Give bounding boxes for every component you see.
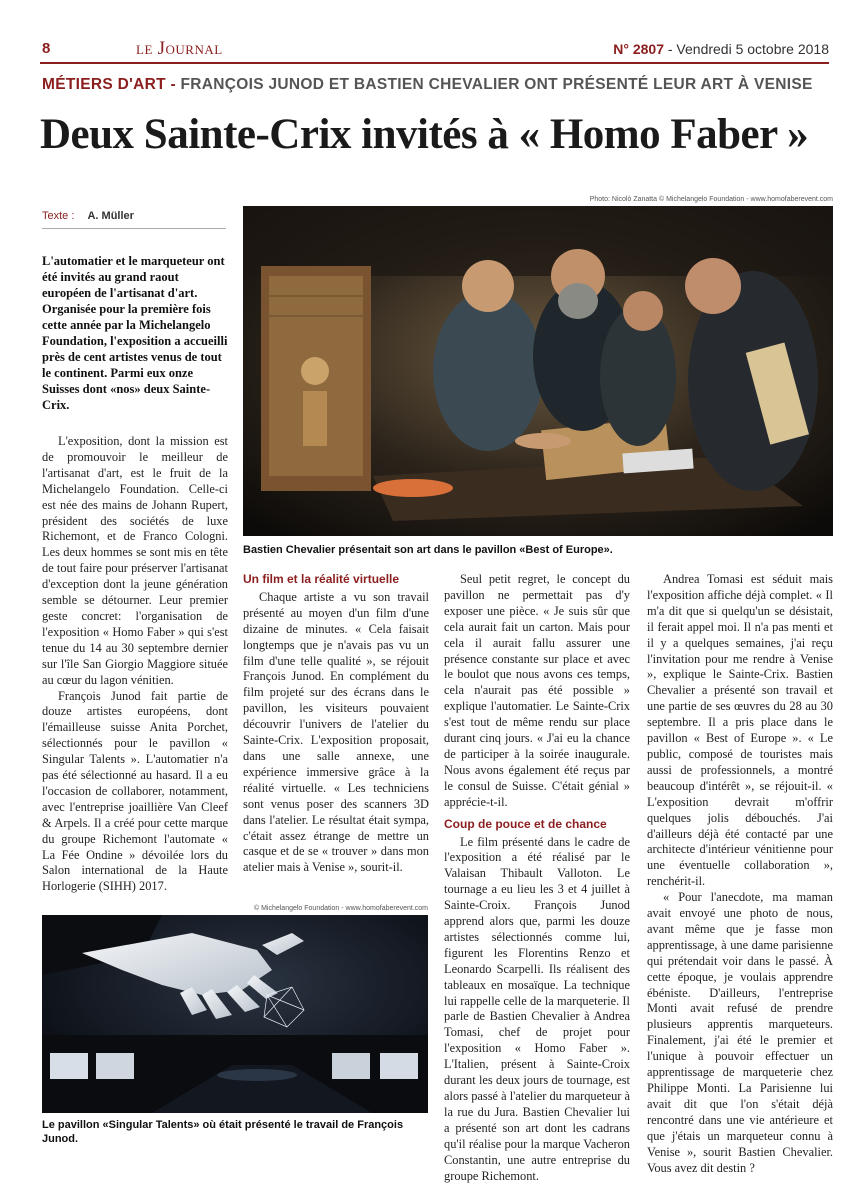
second-photo-caption: Le pavillon «Singular Talents» où était présenté le travail de François Junod. bbox=[42, 1119, 404, 1145]
section-heading-film: Un film et la réalité virtuelle bbox=[243, 572, 400, 586]
brand-journal: Journal bbox=[157, 38, 223, 59]
article-lead: L'automatier et le marqueteur ont été invités au grand raout européen de l'artisanat d'art. Organisée pour la première fois cette année par la Michelangelo Foundation, l'exposition a accueilli près de cent artistes venus de tout le continent. Parmi eux onze Suisses dont «nos» deux Sainte-Crix. bbox=[42, 254, 228, 412]
paragraph: Le film présenté dans le cadre de l'exposition a été réalisé par le Valaisan Thibault Valloton. Le tournage a eu lieu les 3 et 4 juillet à Sainte-Croix. François Junod apprend alors que, parmi les douze artistes sélectionnés comme lui, figurent les Florentins Renzo et Leonardo Scarpelli. Ils réalisent des tableaux en mosaïque. La technique lui rappelle celle de la marqueterie. Il parle de Bastien Chevalier à Andrea Tomasi, chef de projet pour l'exposition « Homo Faber ». L'Italien, présent à Sainte-Croix durant les deux jours de tournage, est alors passé à l'atelier du marqueteur à la rue du Jura. Bastien Chevalier lui a présenté son art dont les cadrans qu'il réalise pour la marque Vacheron Constantin, une autre entreprise du groupe Richemont. bbox=[444, 834, 630, 1183]
second-photo bbox=[42, 915, 428, 1113]
paragraph: Chaque artiste a vu son travail présenté au moyen d'un film d'une dizaine de minutes. « Cela faisait longtemps que je n'avais pas vu un film d'une telle qualité », se réjouit François Junod. En complément du film projeté sur des écrans dans le pavillon, les visiteurs pouvaient découvrir l'univers de l'atelier du Sainte-Crix. L'exposition proposait, dans une salle annexe, une expérience immersive grâce à la réalité virtuelle. « Les techniciens sont venus poser des scanners 3D dans l'atelier. Le résultat était sympa, c'était assez étrange de mettre un casque et de se « trouver » dans mon atelier mais à Venise », sourit-il. bbox=[243, 589, 429, 875]
workshop-photo-image bbox=[243, 206, 833, 536]
paragraph: L'exposition, dont la mission est de promouvoir le meilleur de l'artisanat d'art, est le fruit de la Michelangelo Foundation. Celle-ci est née des mains de Johann Rupert, président des sociétés de luxe Richemont, et de Franco Cologni. Les deux hommes se sont mis en tête de tout faire pour préserver l'artisanat d'exception dont la jeune génération semble se détourner. Leur premier geste concret: l'organisation de l'exposition « Homo Faber » qui s'est tenue du 14 au 30 septembre dernier sur l'île San Giorgio Maggiore située au cœur du lagon vénitien. bbox=[42, 434, 228, 687]
section-heading-chance: Coup de pouce et de chance bbox=[444, 816, 607, 831]
brand-le: LE bbox=[136, 42, 153, 57]
main-photo-credit: Photo: Nicolò Zanatta © Michelangelo Foundation - www.homofaberevent.com bbox=[589, 196, 833, 203]
second-photo-credit: © Michelangelo Foundation - www.homofaberevent.com bbox=[253, 905, 428, 912]
paragraph: « Pour l'anecdote, ma maman avait envoyé une photo de nous, avant même que je fasse mon apprentissage, à une dame parisienne qui prétendait voir dans le passé. À cette époque, je voulais apprendre ébéniste. D'ailleurs, l'entreprise Monti avait refusé de prendre plusieurs apprentis marqueteurs. Finalement, j'ai été le premier et l'unique à pouvoir effectuer un apprentissage de marqueterie chez Philippe Monti. La Parisienne lui avait dit que l'on s'était déjà rencontré dans une vie antérieure et que j'étais un marqueteur connu à Venise », sourit Bastien Chevalier. Vous avez dit destin ? bbox=[647, 890, 833, 1175]
paragraph: Andrea Tomasi est séduit mais l'exposition affiche déjà complet. « Il m'a dit que si quelqu'un se désistait, il ferait appel moi. Il n'a pas menti et il y a quelques semaines, j'ai reçu l'invitation pour me rendre à Venise », explique le Sainte-Crix. Bastien Chevalier a présenté son travail et une partie de ses œuvres du 28 au 30 septembre. Il a pris place dans le pavillon « Best of Europe ». « Le public, composé de touristes mais aussi de professionnels, a montré beaucoup d'intérêt », se réjouit-il. « L'exposition devrait m'offrir quelques jolis débouchés. J'ai d'ailleurs déjà été contacté par une architecte d'intérieur vénitienne pour une éventuelle collaboration », renchérit-il. bbox=[647, 572, 833, 889]
byline bbox=[42, 210, 226, 229]
main-photo bbox=[243, 206, 833, 536]
header-rule bbox=[40, 62, 829, 64]
column-1 bbox=[42, 434, 228, 895]
newspaper-brand bbox=[136, 38, 223, 60]
pavilion-photo-image bbox=[42, 915, 428, 1113]
issue-info bbox=[613, 41, 829, 57]
column-2 bbox=[243, 570, 429, 876]
column-4 bbox=[647, 572, 833, 1176]
article-title: Deux Sainte-Crix invités à « Homo Faber » bbox=[40, 111, 809, 158]
page-number: 8 bbox=[42, 40, 51, 57]
byline-label: Texte : bbox=[42, 210, 75, 222]
byline-author: A. Müller bbox=[87, 210, 134, 222]
issue-date: - Vendredi 5 octobre 2018 bbox=[667, 41, 829, 57]
issue-number: N° 2807 bbox=[613, 41, 664, 57]
paragraph: Seul petit regret, le concept du pavillon ne permettait pas d'y exposer une pièce. « Je suis sûr que cela aurait fait un carton. Mais pour cela il aurait fallu assurer une présence constante sur place et avec le boulot que nous avons ces temps, cela n'aurait pas été possible » explique l'automatier. Le Sainte-Crix s'est tout de même rendu sur place durant cinq jours. « J'ai eu la chance de participer à la soirée inaugurale. Nous avons également été reçus par le consul de Suisse. C'était génial » apprécie-t-il. bbox=[444, 572, 630, 809]
article-kicker bbox=[42, 76, 813, 94]
kicker-subtitle: FRANÇOIS JUNOD ET BASTIEN CHEVALIER ONT PRÉSENTÉ LEUR ART À VENISE bbox=[180, 76, 813, 93]
column-3 bbox=[444, 572, 630, 1184]
kicker-category: MÉTIERS D'ART - bbox=[42, 76, 176, 93]
main-photo-caption: Bastien Chevalier présentait son art dans le pavillon «Best of Europe». bbox=[243, 544, 613, 556]
paragraph: François Junod fait partie de douze artistes européens, dont l'émailleuse suisse Anita Porchet, sélectionnés pour le pavillon « Singular Talents ». L'automatier n'a pas été sélectionné au hasard. Il a eu l'occasion de collaborer, notamment, avec l'entreprise joaillière Van Cleef & Arpels. Il a créé pour cette marque du groupe Richemont l'automate « La Fée Ondine » dévoilée lors du Salon international de la Haute Horlogerie (SIHH) 2017. bbox=[42, 688, 228, 894]
